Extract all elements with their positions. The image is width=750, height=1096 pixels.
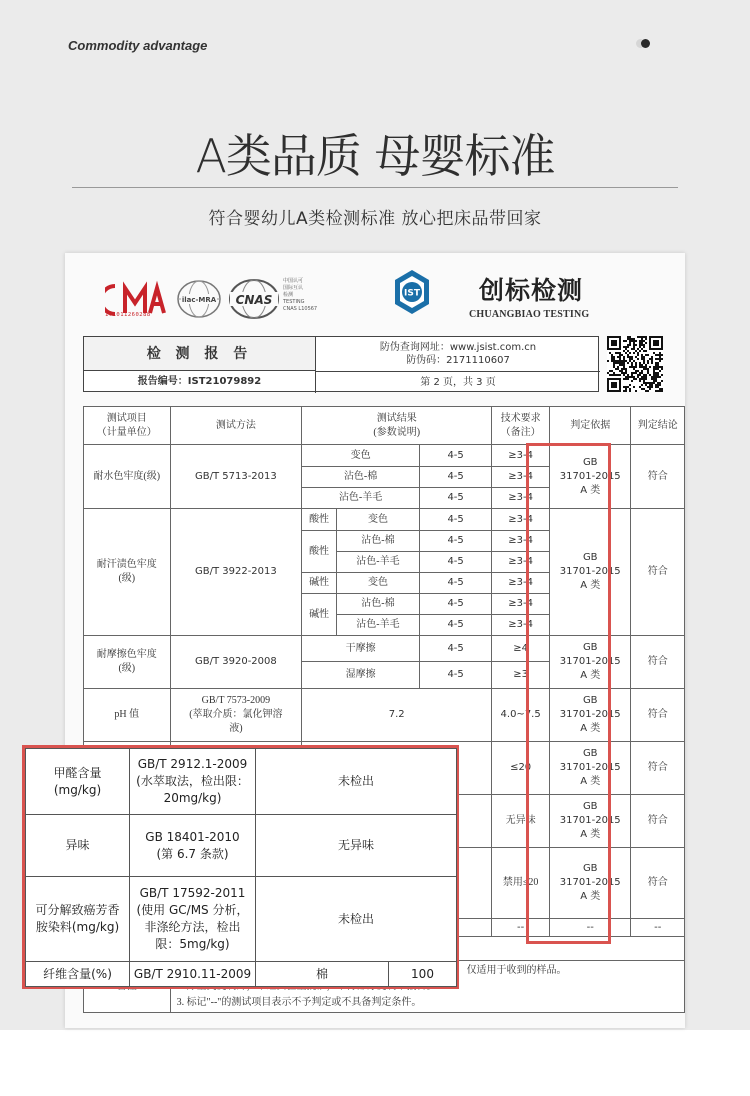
table-row: 无异味 GB 31701-2015 A 类 符合 bbox=[84, 795, 685, 848]
decoration-dots bbox=[636, 39, 656, 49]
cnas-logo-icon bbox=[228, 278, 280, 320]
note-1: 仅适用于收到的样品。 bbox=[466, 964, 567, 976]
report-url: 防伪查询网址：www.jsist.com.cn bbox=[379, 342, 537, 353]
ilac-logo-icon bbox=[175, 278, 223, 320]
table-row: 禁用≤20 GB 31701-2015 A 类 符合 bbox=[84, 848, 685, 919]
bottom-band bbox=[0, 1030, 750, 1096]
table-row: 沾色-棉 4-5 ≥3-4 bbox=[84, 467, 685, 488]
brand-name-en: CHUANGBIAO TESTING bbox=[469, 309, 590, 320]
cma-code: 171011260288 bbox=[105, 312, 151, 318]
brand-name-cn: 创标检测 bbox=[479, 276, 584, 305]
table-header-row bbox=[84, 407, 685, 445]
table-row: -- -- -- bbox=[84, 919, 685, 937]
table-row: 碱性 沾色-棉 4-5 ≥3-4 bbox=[84, 594, 685, 615]
report-anti-fake bbox=[316, 341, 600, 367]
highlight-frame-basis bbox=[526, 443, 611, 944]
table-row: 可分解致癌芳香 胺染料(mg/kg) GB/T 17592-2011 (使用 GC/MS 分析， 非涤纶方法，检出 限：5mg/kg) 未检出 bbox=[26, 877, 457, 962]
report-code: 防伪码：2171110607 bbox=[406, 355, 510, 366]
table-row: 碱性 变色 4-5 ≥3-4 bbox=[84, 573, 685, 594]
table-row: 湿摩擦 4-5 ≥3 bbox=[84, 662, 685, 689]
report-page: 第 2 页，共 3 页 bbox=[316, 371, 600, 393]
page-title: A类品质 母婴标准 bbox=[195, 129, 555, 183]
table-row: 沾色-羊毛 4-5 ≥3-4 bbox=[84, 488, 685, 509]
report-title: 检 测 报 告 bbox=[84, 337, 316, 371]
cnas-text: CNAS bbox=[235, 293, 273, 307]
col-header-method: 测试方法 bbox=[170, 407, 302, 445]
title-divider bbox=[72, 187, 678, 188]
tagline: Commodity advantage bbox=[68, 38, 208, 53]
table-row: ≤20 GB 31701-2015 A 类 符合 bbox=[84, 742, 685, 795]
ist-text: IST bbox=[404, 288, 420, 299]
table-row: 耐水色牢度(级) GB/T 5713-2013 变色 4-5 ≥3-4 GB 31701-2015 A 类 符合 bbox=[84, 445, 685, 467]
table-row: 沾色-羊毛 4-5 ≥3-4 bbox=[84, 552, 685, 573]
report-number: 报告编号：IST21079892 bbox=[84, 371, 316, 393]
col-header-basis: 判定依据 bbox=[550, 407, 631, 445]
highlight-card-results bbox=[22, 745, 459, 989]
table-row: 纤维含量(%) GB/T 2910.11-2009 棉 100 bbox=[26, 962, 457, 987]
page-subtitle: 符合婴幼儿A类检测标准 放心把床品带回家 bbox=[208, 209, 542, 229]
note-3: 3. 标记"--"的测试项目表示不予判定或不具备判定条件。 bbox=[176, 996, 422, 1008]
report-header bbox=[83, 336, 599, 392]
col-header-item: 测试项目 （计量单位） bbox=[84, 407, 171, 445]
qr-code-icon bbox=[607, 336, 663, 392]
cnas-caption: 中国认可 国际互认 检测 TESTING CNAS L10567 bbox=[283, 278, 318, 312]
ist-logo-icon bbox=[392, 268, 432, 316]
table-row: 酸性 沾色-棉 4-5 ≥3-4 bbox=[84, 531, 685, 552]
table-row: 甲醛含量 (mg/kg) GB/T 2912.1-2009 (水萃取法，检出限： 20mg/kg) 未检出 bbox=[26, 749, 457, 815]
col-header-conclusion: 判定结论 bbox=[631, 407, 685, 445]
highlight-table bbox=[25, 748, 457, 987]
table-row: 沾色-羊毛 4-5 ≥3-4 bbox=[84, 615, 685, 636]
table-row: pH 值 GB/T 7573-2009 (萃取介质：氯化钾溶 液) 7.2 4.0~7.5 GB 31701-2015 A 类 符合 bbox=[84, 689, 685, 742]
table-row: 异味 GB 18401-2010 (第 6.7 条款) 无异味 bbox=[26, 815, 457, 877]
table-row: 耐摩擦色牢度 (级) GB/T 3920-2008 干摩擦 4-5 ≥4 GB 31701-2015 A 类 符合 bbox=[84, 636, 685, 662]
table-row: 耐汗渍色牢度 (级) GB/T 3922-2013 酸性 变色 4-5 ≥3-4 GB 31701-2015 A 类 符合 bbox=[84, 509, 685, 531]
col-header-requirement: 技术要求 （备注） bbox=[492, 407, 550, 445]
ilac-text: ilac-MRA bbox=[181, 296, 217, 304]
col-header-result: 测试结果 (参数说明) bbox=[302, 407, 492, 445]
